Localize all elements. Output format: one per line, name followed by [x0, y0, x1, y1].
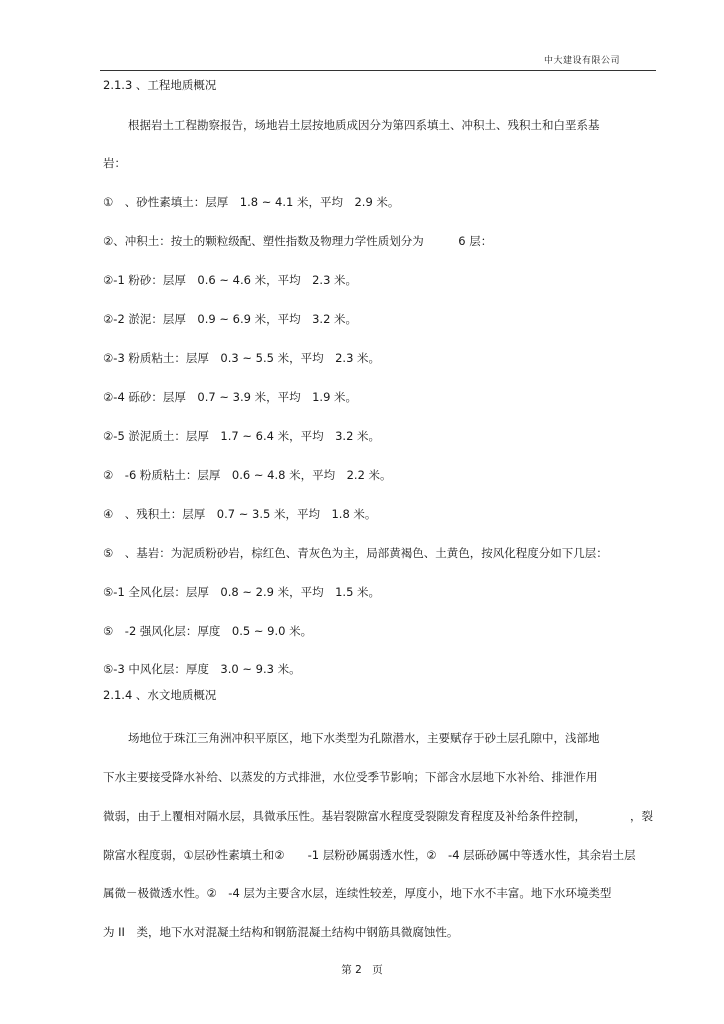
section-2-1-4-line-3-tail: ，裂: [630, 809, 653, 823]
layer-2-5: ②-5 淤泥质土：层厚 1.7 ~ 6.4 米，平均 3.2 米。: [103, 429, 381, 443]
section-2-1-4-line-6: 为 II 类，地下水对混凝土结构和钢筋混凝土结构中钢筋具微腐蚀性。: [103, 925, 459, 939]
layer-5-3: ⑤-3 中风化层：厚度 3.0 ~ 9.3 米。: [103, 662, 301, 676]
header-company-name: 中大建设有限公司: [543, 56, 620, 66]
layer-2-1: ②-1 粉砂：层厚 0.6 ~ 4.6 米，平均 2.3 米。: [103, 273, 358, 287]
layer-2-alluvial: ②、冲积土：按土的颗粒级配、塑性指数及物理力学性质划分为 6 层：: [103, 234, 493, 248]
section-2-1-3-intro-line-2: 岩：: [103, 156, 126, 170]
layer-2-6: ② -6 粉质粘土：层厚 0.6 ~ 4.8 米，平均 2.2 米。: [103, 468, 392, 482]
section-2-1-3-title: 2.1.3 、工程地质概况: [103, 78, 217, 92]
section-2-1-4-line-3-main: 微弱，由于上覆相对隔水层，具微承压性。基岩裂隙富水程度受裂隙发育程度及补给条件控制，: [103, 809, 586, 823]
layer-5-2: ⑤ -2 强风化层：厚度 0.5 ~ 9.0 米。: [103, 624, 313, 638]
layer-1-fill: ① 、砂性素填土：层厚 1.8 ~ 4.1 米，平均 2.9 米。: [103, 195, 400, 209]
layer-2-4: ②-4 砾砂：层厚 0.7 ~ 3.9 米，平均 1.9 米。: [103, 390, 358, 404]
section-2-1-4-line-3: [103, 809, 653, 823]
section-2-1-3-intro-line-1: 根据岩土工程勘察报告，场地岩土层按地质成因分为第四系填土、冲积土、残积土和白垩系基: [128, 118, 600, 132]
section-2-1-4-line-4: 隙富水程度弱，①层砂性素填土和② -1 层粉砂属弱透水性，② -4 层砾砂属中等透水性，其余岩土层: [103, 848, 636, 862]
layer-2-3: ②-3 粉质粘土：层厚 0.3 ~ 5.5 米，平均 2.3 米。: [103, 351, 381, 365]
layer-5-bedrock: ⑤ 、基岩：为泥质粉砂岩，棕红色、青灰色为主，局部黄褐色、土黄色，按风化程度分如下几层：: [103, 546, 608, 560]
section-2-1-4-title: 2.1.4 、水文地质概况: [103, 688, 217, 702]
layer-2-2: ②-2 淤泥：层厚 0.9 ~ 6.9 米，平均 3.2 米。: [103, 312, 358, 326]
layer-5-1: ⑤-1 全风化层：层厚 0.8 ~ 2.9 米，平均 1.5 米。: [103, 585, 381, 599]
layer-4-residual: ④ 、残积土：层厚 0.7 ~ 3.5 米，平均 1.8 米。: [103, 507, 377, 521]
section-2-1-4-line-5: 属微－极微透水性。② -4 层为主要含水层，连续性较差，厚度小，地下水不丰富。地下水环境类型: [103, 886, 612, 900]
page-number: 第 2 页: [341, 964, 383, 976]
section-2-1-4-line-1: 场地位于珠江三角洲冲积平原区，地下水类型为孔隙潜水，主要赋存于砂土层孔隙中，浅部地: [128, 731, 600, 745]
header-divider: [100, 70, 656, 71]
section-2-1-4-line-2: 下水主要接受降水补给、以蒸发的方式排泄，水位受季节影响；下部含水层地下水补给、排泄作用: [103, 770, 598, 784]
